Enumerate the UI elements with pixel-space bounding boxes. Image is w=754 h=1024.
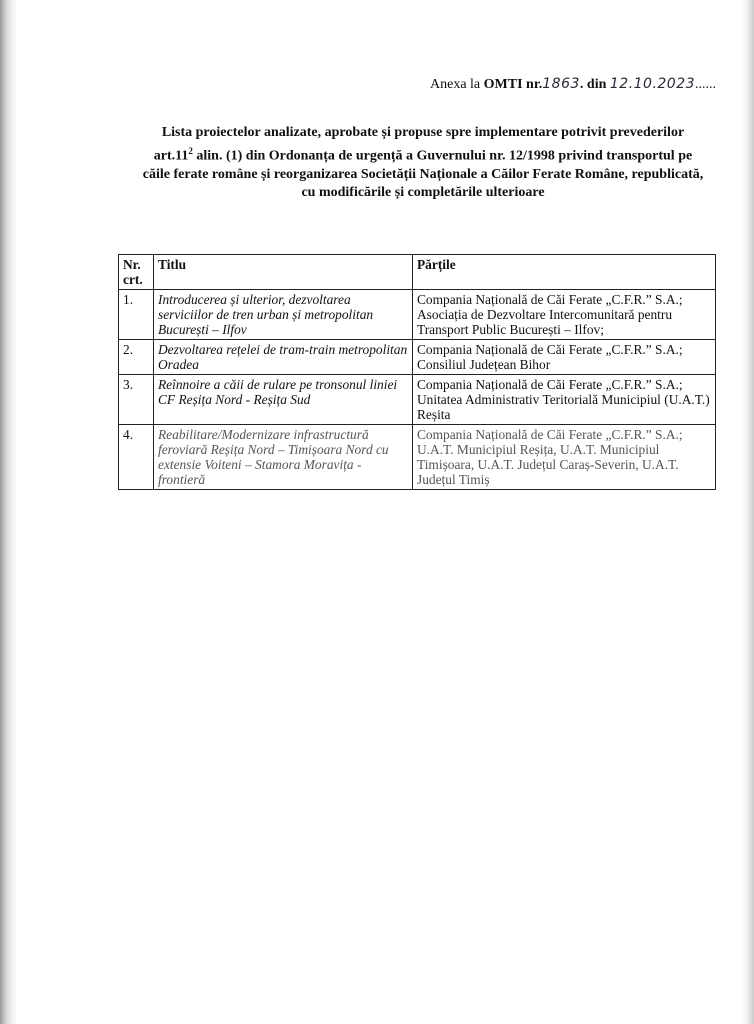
table-row: [119, 425, 716, 490]
annex-trail-dots: ......: [695, 77, 717, 92]
annex-reference: [430, 76, 716, 93]
cell-nr: 3.: [119, 375, 154, 425]
cell-parti: Compania Națională de Căi Ferate „C.F.R.” S.A.; U.A.T. Municipiul Reșița, U.A.T. Municipiul Timișoara, U.A.T. Județul Caraș-Severin, U.A.T. Județul Timiș: [413, 425, 716, 490]
document-title: [112, 124, 734, 202]
table-row: [119, 290, 716, 340]
cell-titlu: Reabilitare/Modernizare infrastructură feroviară Reșița Nord – Timișoara Nord cu extensie Voiteni – Stamora Moravița - frontieră: [154, 425, 413, 490]
scan-edge-right: [742, 0, 754, 1024]
title-line-2-end: alin. (1) din Ordonanța de urgență a Guvernului nr. 12/1998 privind transportul pe: [192, 148, 693, 164]
annex-order-number: 1863: [542, 76, 580, 92]
cell-parti: Compania Națională de Căi Ferate „C.F.R.” S.A.; Asociația de Dezvoltare Intercomunitară pentru Transport Public București – Ilfov;: [413, 290, 716, 340]
cell-titlu: Dezvoltarea rețelei de tram-train metropolitan Oradea: [154, 340, 413, 375]
annex-order-label: OMTI nr.: [483, 77, 543, 92]
cell-nr: 1.: [119, 290, 154, 340]
title-superscript: 2: [188, 146, 193, 156]
cell-parti: Compania Națională de Căi Ferate „C.F.R.” S.A.; Unitatea Administrativ Teritorială Municipiul (U.A.T.) Reșita: [413, 375, 716, 425]
title-line-4: cu modificările și completările ulterioare: [301, 184, 545, 200]
annex-date: 12.10.2023: [609, 76, 696, 92]
header-parti: Părțile: [413, 255, 716, 290]
annex-date-label: . din: [579, 77, 607, 92]
cell-nr: 2.: [119, 340, 154, 375]
table-header-row: [119, 255, 716, 290]
table-row: [119, 340, 716, 375]
cell-titlu: Reînnoire a căii de rulare pe tronsonul liniei CF Reșița Nord - Reșița Sud: [154, 375, 413, 425]
table-row: [119, 375, 716, 425]
title-line-2-start: art.11: [153, 148, 189, 164]
cell-titlu: Introducerea și ulterior, dezvoltarea serviciilor de tren urban și metropolitan București – Ilfov: [154, 290, 413, 340]
cell-nr: 4.: [119, 425, 154, 490]
projects-table: [118, 254, 716, 490]
title-line-3: căile ferate române și reorganizarea Societății Naționale a Căilor Ferate Române, republicată,: [142, 166, 704, 182]
title-line-1: Lista proiectelor analizate, aprobate și propuse spre implementare potrivit prevederilor: [161, 125, 685, 140]
title-line-2: [112, 142, 734, 166]
header-titlu: Titlu: [154, 255, 413, 290]
annex-prefix: Anexa la: [430, 77, 481, 92]
cell-parti: Compania Națională de Căi Ferate „C.F.R.” S.A.; Consiliul Județean Bihor: [413, 340, 716, 375]
scan-edge-left: [0, 0, 18, 1024]
header-nr: Nr. crt.: [119, 255, 154, 290]
